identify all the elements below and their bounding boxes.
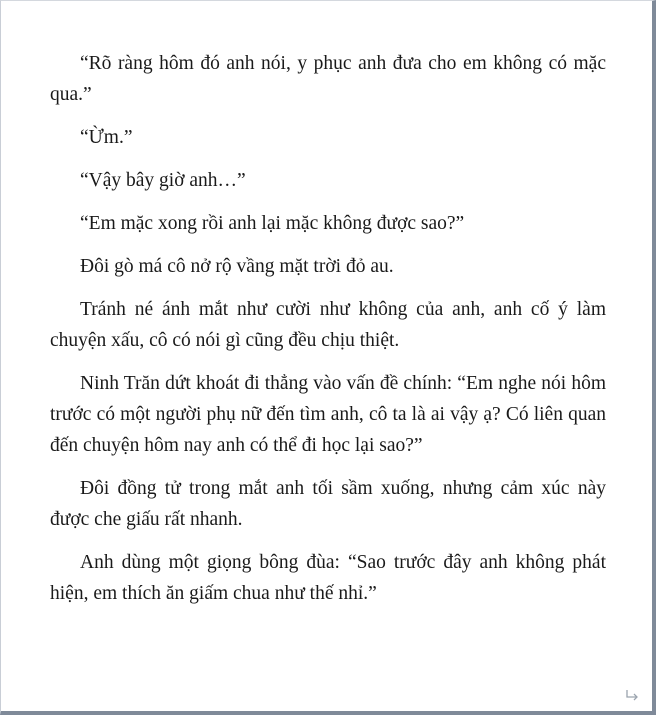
paragraph: “Rõ ràng hôm đó anh nói, y phục anh đưa cho em không có mặc qua.”	[50, 53, 606, 105]
paragraph: “Vậy bây giờ anh…”	[80, 170, 246, 191]
paragraph: “Em mặc xong rồi anh lại mặc không được sao?”	[80, 213, 465, 234]
paragraph: Ninh Trăn dứt khoát đi thẳng vào vấn đề chính: “Em nghe nói hôm trước có một người phụ nữ đến tìm anh, cô ta là ai vậy ạ? Có liên quan đến chuyện hôm nay anh có thể đi học lại sao?”	[50, 373, 606, 456]
paragraph: Anh dùng một giọng bông đùa: “Sao trước đây anh không phát hiện, em thích ăn giấm chua như thế nhỉ.”	[50, 552, 606, 604]
paragraph: Đôi đồng tử trong mắt anh tối sầm xuống, nhưng cảm xúc này được che giấu rất nhanh.	[50, 478, 606, 530]
paragraph: Đôi gò má cô nở rộ vầng mặt trời đỏ au.	[80, 256, 394, 277]
document-body	[50, 48, 606, 621]
paragraph: “Ừm.”	[80, 127, 133, 148]
page-corner-arrow-icon	[626, 689, 640, 701]
paragraph: Tránh né ánh mắt như cười như không của anh, anh cố ý làm chuyện xấu, cô có nói gì cũng đều chịu thiệt.	[50, 299, 606, 351]
